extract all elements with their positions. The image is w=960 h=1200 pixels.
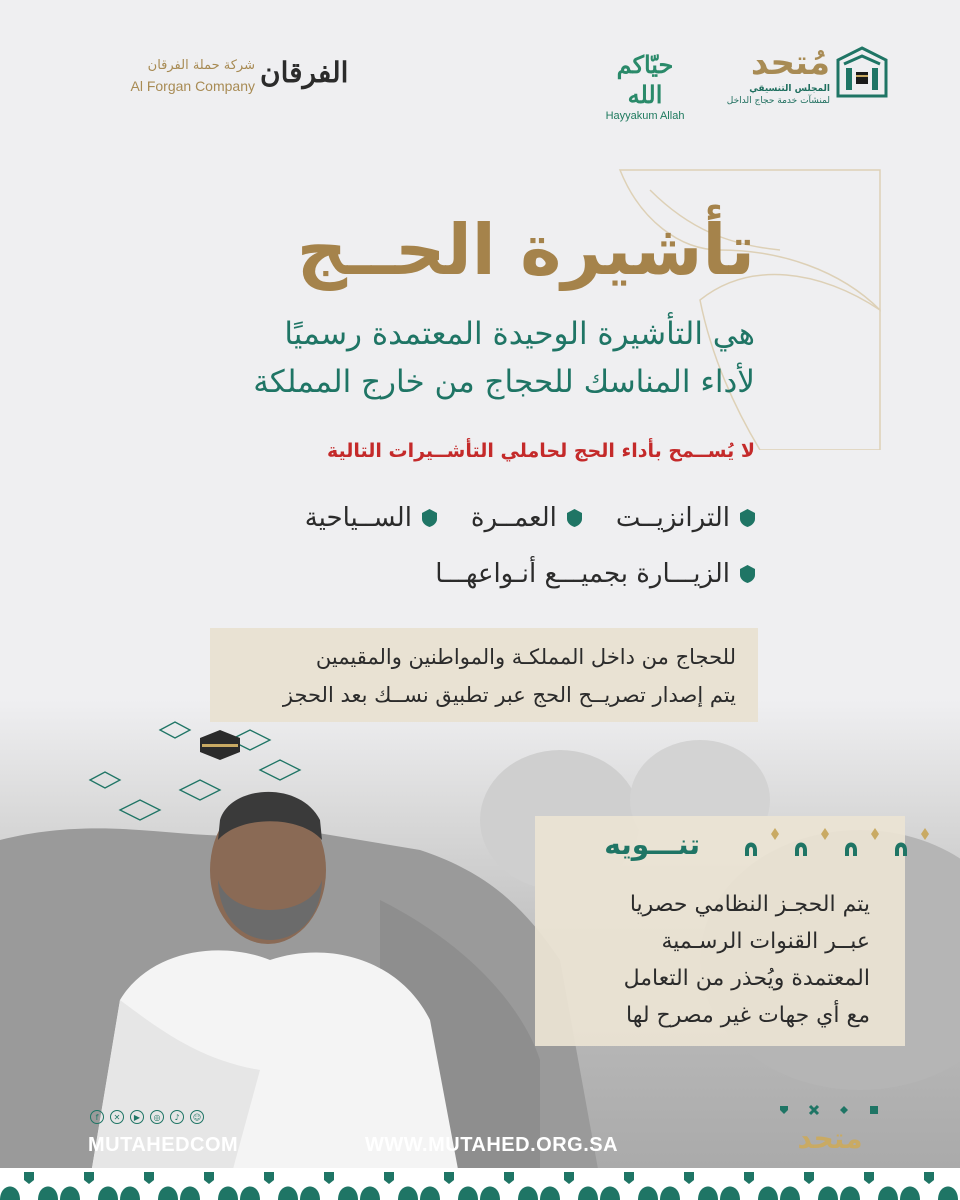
footer-logo [770,1102,890,1158]
mutahed-wordmark: مُتحد [750,43,830,83]
forgan-english-name: Al Forgan Company [130,78,255,94]
notice-line-2: عبــر القنوات الرسـمية [661,929,870,954]
instagram-icon[interactable]: ◎ [150,1110,164,1124]
notice-line-1: يتم الحجـز النظامي حصريا [629,892,870,917]
footer-pattern-strip [0,1168,960,1200]
visa-item-visit [435,559,755,589]
notice-line-3: المعتمدة ويُحذر من التعامل [623,966,870,991]
hayyakum-logo [600,50,690,122]
notice-title: تنـــويه [604,828,700,861]
subtitle-line-2: لأداء المناسك للحجاج من خارج المملكة [253,364,755,400]
social-handle[interactable]: MUTAHEDCOM [88,1134,239,1156]
warning-text: لا يُســمح بأداء الحج لحاملي التأشــيرات التالية [326,440,755,462]
mutahed-logo [708,44,888,112]
x-icon[interactable]: ✕ [110,1110,124,1124]
visa-item-label: الســياحية [304,503,412,533]
info-line-2: يتم إصدار تصريــح الحج عبر تطبيق نســك بعد الحجز [282,683,736,707]
shield-bullet-icon [740,565,755,583]
shield-bullet-icon [567,509,582,527]
forgan-logo [95,54,349,102]
visa-item-label: الزيـــارة بجميـــع أنـواعهـــا [435,559,730,589]
footer-logo-word: متحد [797,1122,863,1155]
forgan-arabic-wordmark: الفرقان [260,56,349,89]
visa-list-row-1 [195,498,755,538]
visa-item-label: العمــرة [470,503,557,533]
notice-decorative-pattern [735,820,945,868]
info-line-1: للحجاج من داخل المملكـة والمواطنين والمقيمين [315,645,736,669]
snapchat-icon[interactable]: ☺ [190,1110,204,1124]
website-link[interactable]: WWW.MUTAHED.ORG.SA [365,1134,619,1156]
youtube-icon[interactable]: ▶ [130,1110,144,1124]
shield-bullet-icon [740,509,755,527]
hayyakum-arabic: حيّاكم الله [616,50,674,109]
decorative-kaaba-pattern [50,700,370,880]
visa-item-umrah [471,503,582,533]
kaaba-emblem-icon [836,46,888,102]
visa-item-transit [616,503,755,533]
mutahed-subtitle-2: لمنشآت خدمة حجاج الداخل [726,96,830,106]
decorative-leaf-outline [560,150,890,450]
tiktok-icon[interactable]: ♪ [170,1110,184,1124]
shield-bullet-icon [422,509,437,527]
visa-item-tourist [305,503,437,533]
social-icons [90,1110,240,1128]
footer-logo-pattern [770,1102,890,1122]
subtitle-line-1: هي التأشيرة الوحيدة المعتمدة رسميًا [284,316,755,352]
hayyakum-english: Hayyakum Allah [605,110,685,122]
forgan-arabic-name: شركة حملة الفرقان [147,58,255,73]
mutahed-subtitle-1: المجلس التنسيقي [749,84,830,94]
facebook-icon[interactable]: f [90,1110,104,1124]
visa-item-label: الترانزيــت [615,503,730,533]
page-title: تأشيرة الحــج [296,209,755,291]
resident-info-box [210,628,758,722]
notice-line-4: مع أي جهات غير مصرح لها [626,1003,870,1028]
visa-list-row-2 [195,554,755,594]
